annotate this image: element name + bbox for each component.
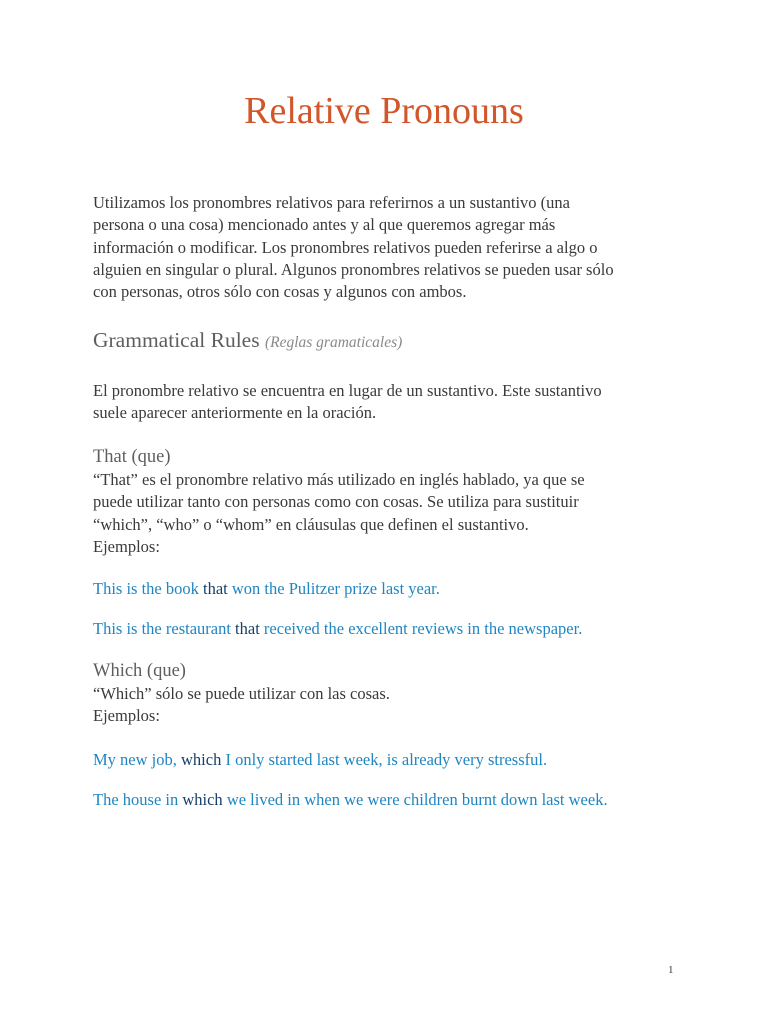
that-line: “That” es el pronombre relativo más utilizado en inglés hablado, ya que se	[93, 470, 585, 489]
example-sentence	[93, 618, 582, 640]
that-paragraph	[93, 469, 683, 558]
page-number: 1	[668, 964, 674, 976]
that-line: “which”, “who” o “whom” en cláusulas que definen el sustantivo.	[93, 514, 529, 534]
rule-line: El pronombre relativo se encuentra en lugar de un sustantivo. Este sustantivo	[93, 381, 602, 400]
intro-line: información o modificar. Los pronombres relativos pueden referirse a algo o	[93, 237, 598, 257]
example-text: This is the restaurant	[93, 619, 236, 638]
which-line: Ejemplos:	[93, 706, 160, 726]
example-text: This is the book	[93, 579, 203, 598]
which-line: “Which” sólo se puede utilizar con las cosas.	[93, 684, 390, 703]
that-line: puede utilizar tanto con personas como con cosas. Se utiliza para sustituir	[93, 492, 579, 512]
example-keyword: that	[203, 579, 228, 598]
example-keyword: which	[182, 790, 223, 809]
which-heading: Which (que)	[93, 661, 186, 681]
intro-line: persona o una cosa) mencionado antes y al que queremos agregar más	[93, 215, 556, 235]
example-sentence	[93, 578, 440, 600]
intro-paragraph	[93, 192, 683, 303]
grammar-heading	[93, 326, 402, 357]
grammar-heading-main: Grammatical Rules	[93, 328, 260, 352]
intro-line: Utilizamos los pronombres relativos para referirnos a un sustantivo (una	[93, 193, 571, 212]
example-text: I only started last week, is already very stressful.	[221, 750, 548, 769]
rule-line: suele aparecer anteriormente en la oración.	[93, 403, 377, 423]
grammar-heading-subtitle: (Reglas gramaticales)	[264, 334, 403, 351]
that-heading: That (que)	[93, 447, 171, 467]
intro-line: alguien en singular o plural. Algunos pronombres relativos se pueden usar sólo	[93, 259, 614, 279]
example-text: won the Pulitzer prize last year.	[227, 579, 440, 598]
example-sentence	[93, 749, 547, 771]
example-sentence	[93, 789, 608, 811]
example-text: My new job,	[93, 750, 181, 769]
example-keyword: which	[181, 750, 222, 769]
that-line: Ejemplos:	[93, 536, 160, 556]
example-text: The house in	[93, 790, 183, 809]
example-text: we lived in when we were children burnt down last week.	[222, 790, 608, 809]
rule-paragraph	[93, 380, 683, 425]
which-paragraph	[93, 683, 683, 728]
example-keyword: that	[235, 619, 260, 638]
intro-line: con personas, otros sólo con cosas y algunos con ambos.	[93, 282, 467, 302]
example-text: received the excellent reviews in the newspaper.	[259, 619, 583, 638]
page-title: Relative Pronouns	[244, 90, 524, 132]
